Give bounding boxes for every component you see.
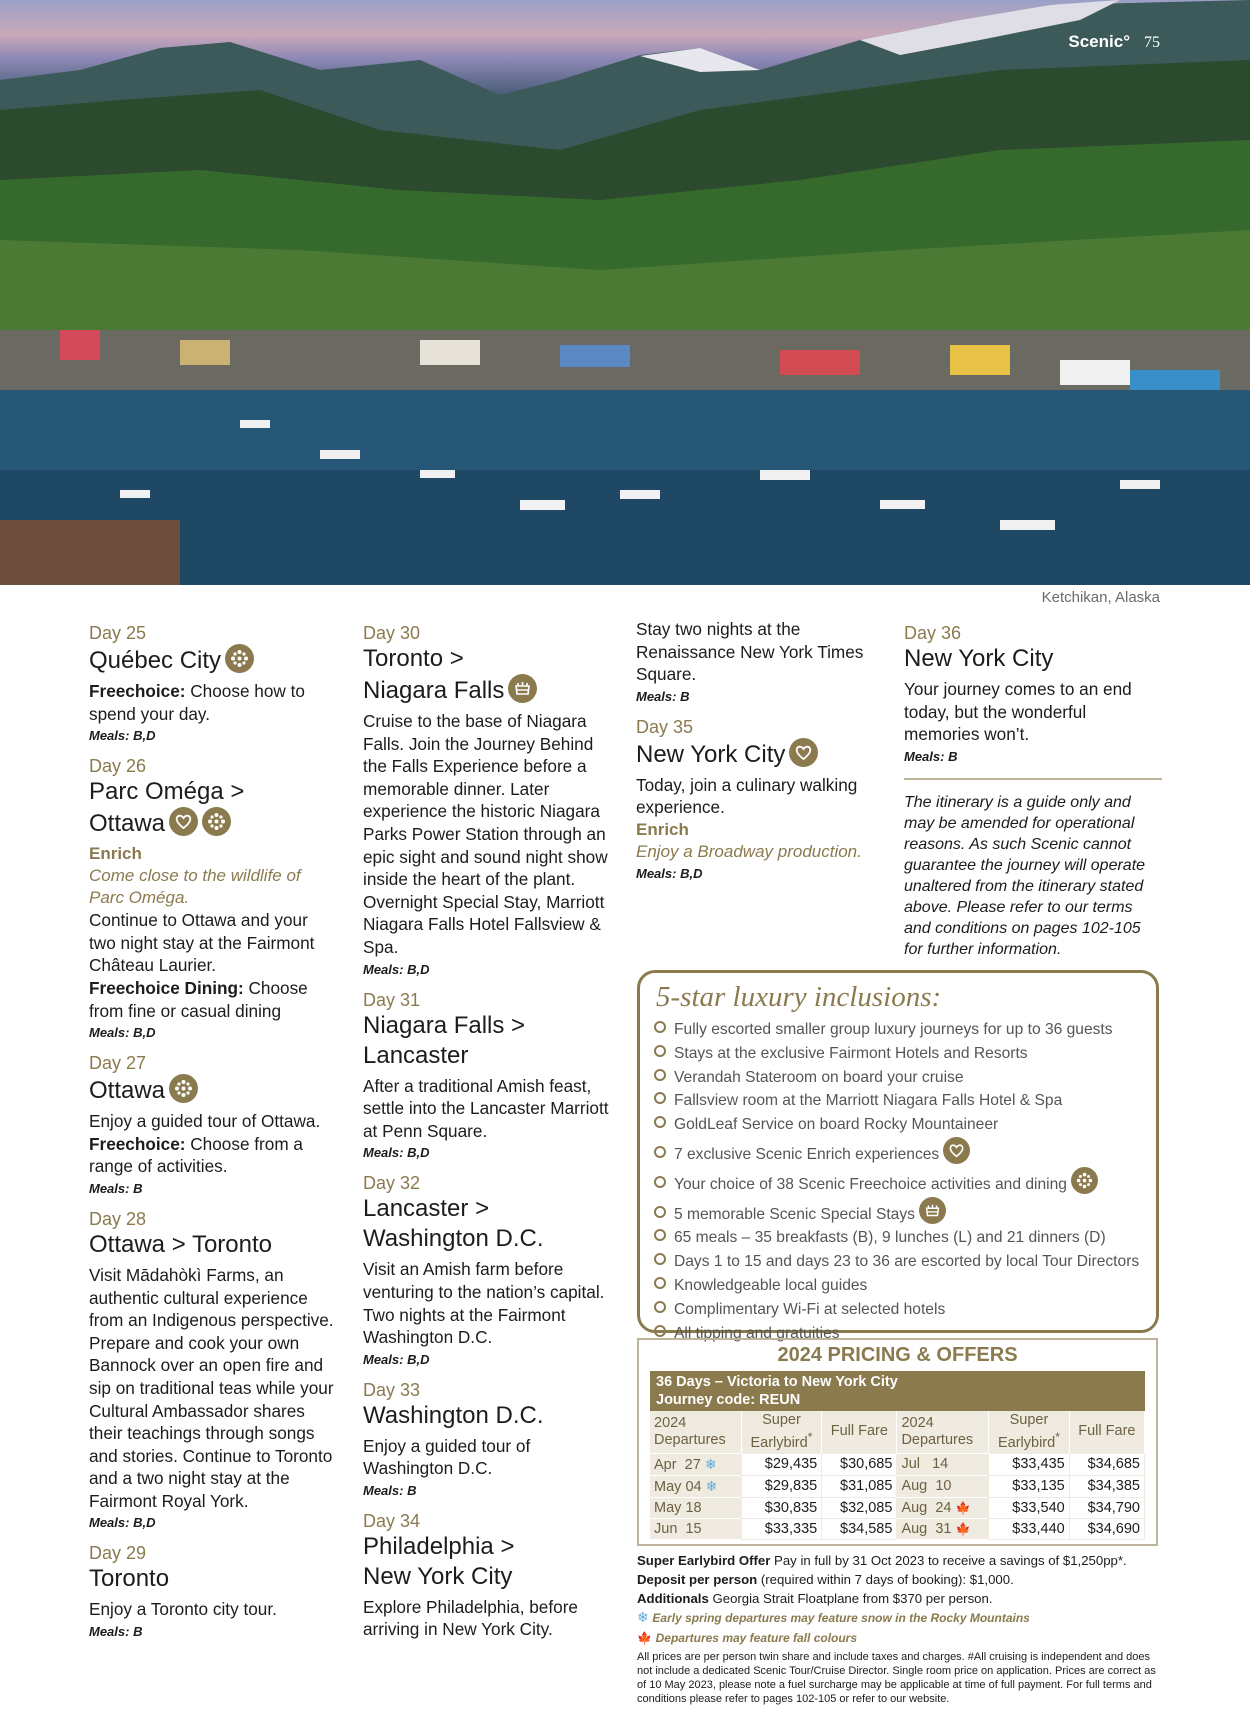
day-description: Visit Mādahòkì Farms, an authentic cultural experience from an Indigenous perspective. Prepare and cook your own Bannock over an open fire and sip on traditional teas while your Cultural Ambassador shares their teachings through songs and stories. Continue to Toronto and a two night stay at the Fairmont Royal York. xyxy=(89,1264,334,1511)
snow-note: ❄ Early spring departures may feature snow in the Rocky Mountains xyxy=(637,1609,1030,1625)
destination-title: Ottawa xyxy=(89,1074,339,1106)
destination-title: New York City xyxy=(904,645,1054,672)
pricing-title: 2024 PRICING & OFFERS xyxy=(777,1344,1018,1366)
day-label: Day 31 xyxy=(363,989,421,1010)
meals-label: Meals: B xyxy=(363,1482,417,1498)
hero-photo xyxy=(0,0,1250,585)
day-label: Day 36 xyxy=(904,623,962,643)
meals-label: Meals: B xyxy=(89,1180,143,1196)
page-number: 75 xyxy=(1144,34,1160,51)
snowflake-icon: ❄ xyxy=(637,1609,649,1625)
list-item: All tipping and gratuities xyxy=(654,1322,1142,1346)
day-description: Cruise to the base of Niagara Falls. Join the Journey Behind the Falls Experience before a memorable dinner. Later experience the historic Niagara Parks Power Station through an epic sight and sound night show inside the heart of the plant. Overnight Special Stay, Marriott Niagara Falls Hotel Fallsview & Spa. xyxy=(363,711,608,957)
freechoice-icon xyxy=(169,1074,198,1103)
fine-print: All prices are per person twin share and include taxes and charges. #All cruising is independent and does not include a dedicated Scenic Tour/Cruise Director. Single room price on application. Prices are correct as of 10 May 2023, please note a fuel surcharge may be applicable at time of full payment. For full terms and conditions please refer to pages 102-105 or refer to our website. xyxy=(637,1651,1156,1705)
list-item: 5 memorable Scenic Special Stays xyxy=(654,1197,1142,1227)
snowflake-icon: ❄ xyxy=(704,1455,717,1472)
meals-label: Meals: B xyxy=(636,688,690,704)
day-description: Continue to Ottawa and your two night stay at the Fairmont Château Laurier. xyxy=(89,910,315,976)
earlybird-offer: Super Earlybird Offer Pay in full by 31 Oct 2023 to receive a savings of $1,250pp*. xyxy=(637,1553,1127,1568)
departures-header: 2024 Departures xyxy=(650,1411,741,1453)
day-label: Day 28 xyxy=(89,1208,147,1229)
itinerary-column-3 xyxy=(636,618,886,893)
destination-title: Washington D.C. xyxy=(363,1401,544,1429)
day-description: Stay two nights at the Renaissance New York Times Square. xyxy=(636,619,864,685)
day-description: Enjoy a guided tour of Washington D.C. xyxy=(363,1435,531,1479)
enrich-label: Enrich xyxy=(636,819,689,839)
leaf-note: 🍁 Departures may feature fall colours xyxy=(637,1631,858,1645)
day-label: Day 32 xyxy=(363,1173,421,1194)
ketchikan-landscape xyxy=(0,0,1250,585)
day-label: Day 27 xyxy=(89,1053,147,1074)
meals-label: Meals: B,D xyxy=(363,1351,430,1367)
journey-header: 36 Days – Victoria to New York City Journey code: REUN xyxy=(650,1371,1145,1411)
brand-logo: Scenic° xyxy=(1068,32,1130,51)
list-item: Knowledgeable local guides xyxy=(654,1274,1142,1298)
day-label: Day 35 xyxy=(636,716,694,737)
destination-title: Ottawa > Toronto xyxy=(89,1230,272,1258)
inclusions-list xyxy=(654,1018,1142,1345)
list-item: Fully escorted smaller group luxury journeys for up to 36 guests xyxy=(654,1018,1142,1042)
list-item: Stays at the exclusive Fairmont Hotels and Resorts xyxy=(654,1042,1142,1066)
day-label: Day 34 xyxy=(363,1510,421,1531)
meals-label: Meals: B,D xyxy=(636,865,703,881)
day-label: Day 25 xyxy=(89,623,147,643)
destination-title: Parc Oméga > Ottawa xyxy=(89,778,245,838)
destination-title: Lancaster > Washington D.C. xyxy=(363,1195,544,1253)
snowflake-icon: ❄ xyxy=(705,1477,718,1494)
day-label: Day 26 xyxy=(89,756,147,777)
maple-leaf-icon: 🍁 xyxy=(637,1631,652,1645)
list-item: Complimentary Wi-Fi at selected hotels xyxy=(654,1298,1142,1322)
special-stay-icon xyxy=(508,674,537,703)
enrich-heart-icon xyxy=(169,807,198,836)
list-item: Days 1 to 15 and days 23 to 36 are escorted by local Tour Directors xyxy=(654,1250,1142,1274)
earlybird-header: Super Earlybird* xyxy=(741,1411,822,1453)
meals-label: Meals: B xyxy=(904,748,958,764)
itinerary-column-2 xyxy=(363,618,618,1641)
fullfare-header: Full Fare xyxy=(1069,1411,1144,1453)
day-description: Visit an Amish farm before venturing to the nation’s capital. Two nights at the Fairmont Washington D.C. xyxy=(363,1259,605,1348)
table-row: May 18 $30,835 $32,085 Aug 24 🍁 $33,540 $34,790 xyxy=(650,1497,1145,1518)
destination-title: Toronto > Niagara Falls xyxy=(363,644,618,706)
enrich-text: Come close to the wildlife of Parc Oméga. xyxy=(89,866,301,908)
destination-title: Québec City xyxy=(89,644,339,676)
freechoice-icon xyxy=(225,644,254,673)
list-item: Fallsview room at the Marriott Niagara Falls Hotel & Spa xyxy=(654,1089,1142,1113)
meals-label: Meals: B,D xyxy=(89,728,156,744)
itinerary-column-4 xyxy=(904,618,1162,960)
enrich-heart-icon xyxy=(943,1137,970,1164)
inclusions-title: 5-star luxury inclusions: xyxy=(656,981,942,1013)
maple-leaf-icon: 🍁 xyxy=(955,1500,971,1515)
departures-header: 2024 Departures xyxy=(897,1411,989,1453)
meals-label: Meals: B xyxy=(89,1624,143,1640)
list-item: 65 meals – 35 breakfasts (B), 9 lunches (L) and 21 dinners (D) xyxy=(654,1226,1142,1250)
earlybird-header: Super Earlybird* xyxy=(989,1411,1070,1453)
day-description: Freechoice: Choose how to spend your day. xyxy=(89,681,305,724)
list-item: GoldLeaf Service on board Rocky Mountaineer xyxy=(654,1113,1142,1137)
day-label: Day 29 xyxy=(89,1543,147,1564)
meals-label: Meals: B,D xyxy=(89,1515,156,1531)
meals-label: Meals: B,D xyxy=(363,961,430,977)
maple-leaf-icon: 🍁 xyxy=(955,1522,971,1537)
special-stay-icon xyxy=(919,1197,946,1224)
day-description: Your journey comes to an end today, but the wonderful memories won’t. xyxy=(904,679,1132,745)
offers-section xyxy=(637,1551,1162,1706)
pricing-table xyxy=(650,1411,1145,1540)
day-label: Day 33 xyxy=(363,1379,421,1400)
inclusions-box xyxy=(637,970,1159,1342)
table-row: Apr 27 ❄ $29,435 $30,685 Jul 14 $33,435 $34,685 xyxy=(650,1453,1145,1475)
pricing-box xyxy=(637,1338,1158,1546)
itinerary-column-1 xyxy=(89,618,339,1651)
table-row: May 04 ❄ $29,835 $31,085 Aug 10 $33,135 $34,385 xyxy=(650,1475,1145,1497)
freechoice-icon xyxy=(202,807,231,836)
destination-title: Toronto xyxy=(89,1565,170,1593)
destination-title: Niagara Falls > Lancaster xyxy=(363,1011,526,1069)
day-description: Today, join a culinary walking experience. xyxy=(636,774,858,818)
meals-label: Meals: B,D xyxy=(363,1145,430,1161)
day-description: Enjoy a Toronto city tour. xyxy=(89,1599,277,1620)
day-description: After a traditional Amish feast, settle into the Lancaster Marriott at Penn Square. xyxy=(363,1075,609,1141)
fullfare-header: Full Fare xyxy=(822,1411,897,1453)
freechoice-dining: Freechoice Dining: Choose from fine or casual dining xyxy=(89,977,308,1021)
day-description: Explore Philadelphia, before arriving in New York City. xyxy=(363,1596,578,1640)
photo-caption: Ketchikan, Alaska xyxy=(1041,589,1160,606)
additionals-info: Additionals Georgia Strait Floatplane from $370 per person. xyxy=(637,1591,993,1606)
destination-title: Philadelphia > New York City xyxy=(363,1532,515,1590)
list-item: 7 exclusive Scenic Enrich experiences xyxy=(654,1137,1142,1167)
list-item: Verandah Stateroom on board your cruise xyxy=(654,1066,1142,1090)
enrich-label: Enrich xyxy=(89,844,142,864)
table-row: Jun 15 $33,335 $34,585 Aug 31 🍁 $33,440 $34,690 xyxy=(650,1518,1145,1539)
meals-label: Meals: B,D xyxy=(89,1025,156,1041)
itinerary-disclaimer: The itinerary is a guide only and may be amended for operational reasons. As such Scenic cannot guarantee the journey will operate unaltered from the itinerary stated above. Please refer to our terms and conditions on pages 102-105 for further information. xyxy=(904,778,1162,960)
list-item: Your choice of 38 Scenic Freechoice activities and dining xyxy=(654,1167,1142,1197)
day-description: Enjoy a guided tour of Ottawa. xyxy=(89,1111,321,1132)
enrich-heart-icon xyxy=(789,738,818,767)
deposit-info: Deposit per person (required within 7 days of booking): $1,000. xyxy=(637,1572,1014,1587)
day-label: Day 30 xyxy=(363,623,421,643)
freechoice-icon xyxy=(1071,1167,1098,1194)
destination-title: New York City xyxy=(636,738,886,770)
freechoice-text: Freechoice: Choose from a range of activities. xyxy=(89,1133,303,1177)
enrich-text: Enjoy a Broadway production. xyxy=(636,841,862,861)
